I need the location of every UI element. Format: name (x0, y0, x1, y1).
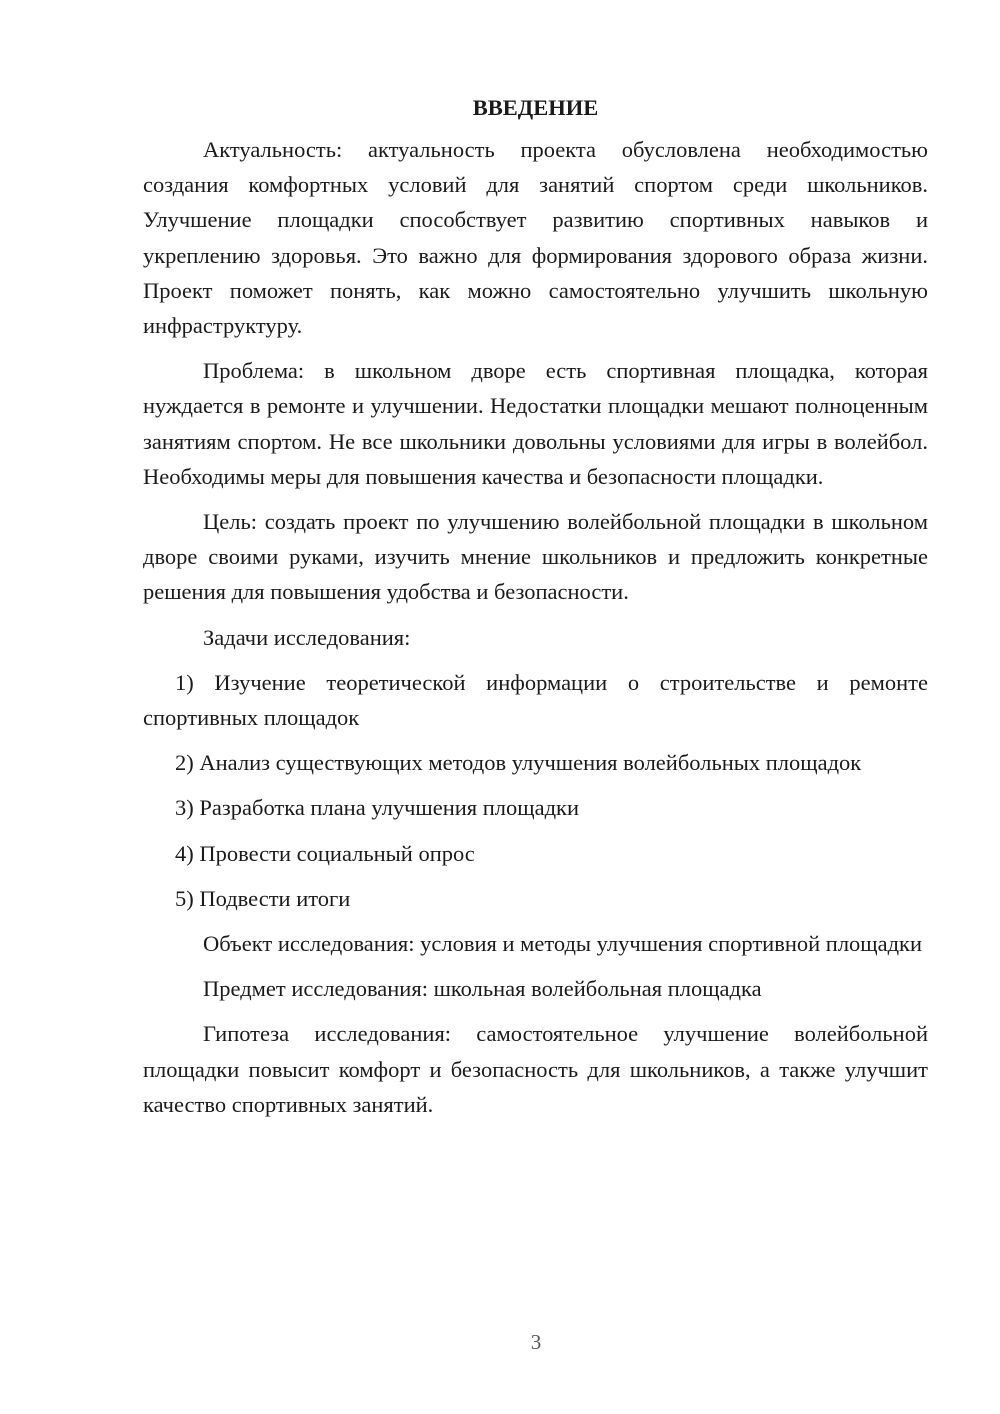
object-paragraph: Объект исследования: условия и методы улучшения спортивной площадки (203, 931, 923, 957)
task-item-2: 2) Анализ существующих методов улучшения волейбольных площадок (175, 750, 862, 776)
problem-paragraph: Проблема: в школьном дворе есть спортивная площадка, которая нуждается в ремонте и улучшении. Недостатки площадки мешают полноценным занятиям спортом. Не все школьники довольны условиями для игры в волейбол. Необходимы меры для повышения качества и безопасности площадки. (143, 358, 928, 489)
page-title: ВВЕДЕНИЕ (472, 95, 599, 120)
task-item-1: 1) Изучение теоретической информации о строительстве и ремонте спортивных площадок (143, 669, 928, 731)
task-item-5: 5) Подвести итоги (175, 885, 351, 911)
goal-paragraph: Цель: создать проект по улучшению волейбольной площадки в школьном дворе своими руками, изучить мнение школьников и предложить конкретные решения для повышения удобства и безопасности. (143, 509, 928, 605)
page-number: 3 (530, 1330, 542, 1354)
task-item-3: 3) Разработка плана улучшения площадки (175, 795, 580, 821)
task-item-4: 4) Провести социальный опрос (175, 840, 475, 866)
document-page (143, 90, 928, 1132)
hypothesis-paragraph: Гипотеза исследования: самостоятельное улучшение волейбольной площадки повысит комфорт и безопасность для школьников, а также улучшит качество спортивных занятий. (143, 1021, 928, 1117)
subject-paragraph: Предмет исследования: школьная волейбольная площадка (203, 976, 762, 1002)
relevance-paragraph: Актуальность: актуальность проекта обусловлена необходимостью создания комфортных условий для занятий спортом среди школьников. Улучшение площадки способствует развитию спортивных навыков и укреплению здоровья. Это важно для формирования здорового образа жизни. Проект поможет понять, как можно самостоятельно улучшить школьную инфраструктуру. (143, 137, 928, 339)
tasks-heading: Задачи исследования: (203, 624, 411, 650)
